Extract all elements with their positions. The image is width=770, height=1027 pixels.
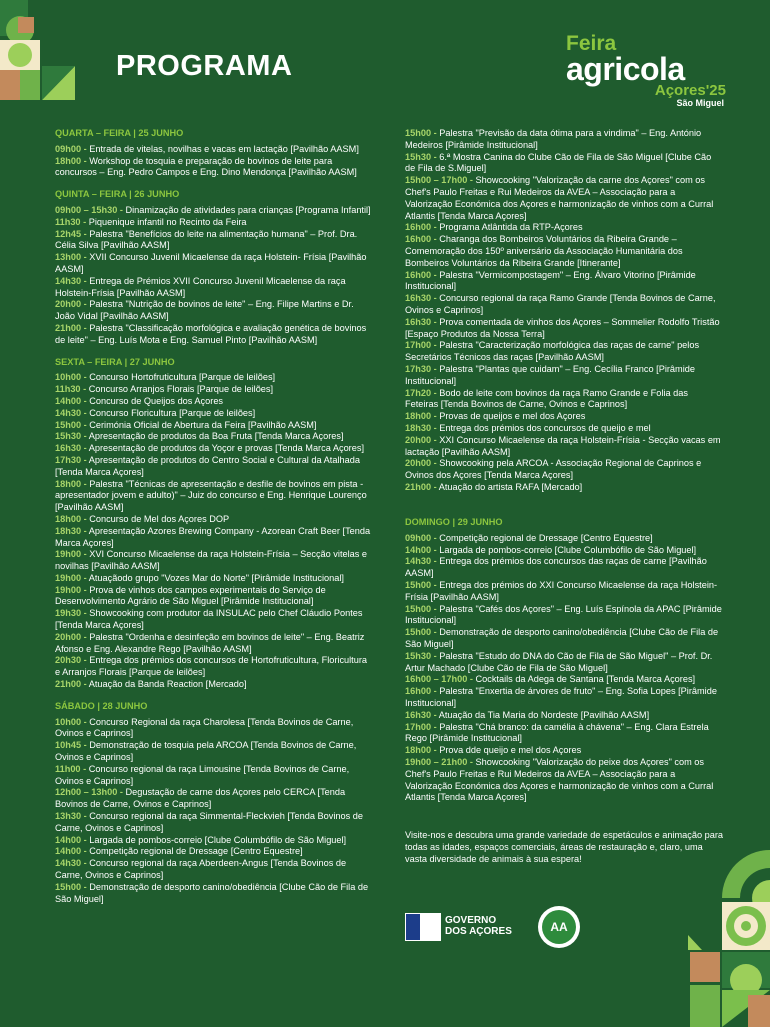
closing-message: Visite-nos e descubra uma grande variedade de espetáculos e animação para todas as idades, espaços comerciais, áreas de restauração e, claro, uma vasta diversidade de animais à sua espera! [405, 830, 724, 864]
schedule-left-column [55, 128, 373, 905]
event-time: 16h30 - [55, 443, 87, 454]
event-item [55, 846, 373, 858]
event-item [55, 205, 373, 217]
day-heading: SEXTA – FEIRA | 27 JUNHO [55, 356, 175, 367]
event-time: 15h00 - [405, 128, 437, 138]
event-item [55, 717, 373, 741]
event-time: 21h00 - [55, 322, 87, 333]
feira-agricola-logo [566, 32, 736, 112]
event-description: Apresentação de produtos da Boa Fruta [Tenda Marca Açores] [86, 431, 344, 442]
event-description: Atuaçãodo grupo "Vozes Mar do Norte" [Pirâmide Institucional] [86, 572, 344, 583]
event-item [405, 152, 723, 176]
event-time: 19h00 – 21h00 - [405, 756, 473, 767]
event-item [55, 740, 373, 764]
event-time: 15h00 – 17h00 - [405, 175, 473, 186]
event-item [55, 420, 373, 432]
event-time: 18h00 - [405, 745, 437, 756]
event-time: 17h00 - [405, 721, 437, 732]
event-description: Showcooking pela ARCOA - Associação Regional de Caprinos e Ovinos dos Açores [Tenda Marca Açores] [405, 458, 702, 481]
event-description: Palestra "Chá branco: da camélia à chávena" – Eng. Clara Estrela Rego [Pirâmide Institucional] [405, 721, 709, 744]
day-heading: QUARTA – FEIRA | 25 JUNHO [55, 128, 184, 138]
event-list [55, 205, 373, 347]
event-description: Palestra "Estudo do DNA do Cão de Fila de São Miguel" – Prof. Dr. Artur Machado [Clube Cão de Fila de São Miguel] [405, 650, 713, 673]
event-description: Entrega de Prémios XVII Concurso Juvenil Micaelense da raça Holstein-Frísia [Pavilhão AASM] [55, 275, 346, 298]
event-time: 18h00 - [55, 478, 87, 489]
event-item [55, 787, 373, 811]
event-description: Palestra "Nutrição de bovinos de leite" – Eng. Filipe Martins e Dr. João Vidal [Pavilhão AASM] [55, 299, 354, 322]
day-sat [55, 701, 373, 906]
gov-line2: DOS AÇORES [445, 926, 512, 937]
day-sat-continued [405, 128, 723, 494]
event-item [55, 858, 373, 882]
event-item [405, 710, 723, 722]
event-time: 14h00 - [55, 846, 87, 857]
event-item [405, 482, 723, 494]
event-description: Showcooking "Valorização da carne dos Açores" com os Chef's Paulo Freitas e Rui Medeiros da AVEA – Associação para a Valorização Económica dos Açores e harmonização de vinhos com a Curral Atlantis [Tenda Marca Açores] [405, 175, 714, 221]
event-item [55, 655, 373, 679]
event-time: 17h20 - [405, 387, 437, 398]
event-description: Concurso Hortofruticultura [Parque de leilões] [86, 372, 276, 383]
event-description: Piquenique infantil no Recinto da Feira [86, 216, 247, 227]
event-time: 16h30 - [405, 316, 437, 327]
event-item [405, 745, 723, 757]
event-item [55, 455, 373, 479]
event-item [55, 526, 373, 550]
event-item [55, 679, 373, 691]
event-item [405, 388, 723, 412]
event-time: 21h00 - [55, 679, 87, 690]
event-time: 20h30 - [55, 655, 87, 666]
event-item [405, 317, 723, 341]
azores-flag-icon [405, 913, 441, 941]
event-item [405, 270, 723, 294]
event-item [55, 608, 373, 632]
event-description: Provas de queijos e mel dos Açores [436, 411, 586, 422]
event-list [405, 533, 723, 804]
event-time: 14h30 - [55, 407, 87, 418]
event-description: Showcooking "Valorização do peixe dos Açores" com os Chef's Paulo Freitas e Rui Medeiros da AVEA – Associação para a Valorização Económica dos Açores e harmonização de vinhos com a Curral Atlantis [Tenda Marca Açores] [405, 756, 714, 803]
event-time: 18h00 - [55, 155, 87, 166]
event-list [55, 717, 373, 906]
event-description: Entrega dos prémios dos concursos de queijo e mel [436, 422, 651, 433]
event-time: 18h30 - [55, 525, 87, 536]
event-item [55, 396, 373, 408]
event-description: Concurso de Queijos dos Açores [86, 395, 224, 406]
event-description: Demonstração de desporto canino/obediência [Clube Cão de Fila de São Miguel] [55, 881, 369, 904]
event-time: 20h00 - [405, 458, 437, 469]
event-time: 16h00 - [405, 222, 437, 233]
event-description: Entrega dos prémios do XXI Concurso Micaelense da raça Holstein-Frísia [Pavilhão AASM] [405, 579, 718, 602]
event-description: Concurso regional da raça Aberdeen-Angus [Tenda Bovinos de Carne, Ovinos e Caprinos] [55, 858, 347, 881]
event-description: Palestra "Plantas que cuidam" – Eng. Cecília Franco [Pirâmide Institucional] [405, 363, 695, 386]
event-time: 15h00 - [405, 627, 437, 638]
page-title: PROGRAMA [116, 50, 293, 82]
event-description: Palestra "Previsão da data ótima para a vindima" – Eng. António Medeiros [Pirâmide Institucional] [405, 128, 702, 150]
event-time: 18h30 - [405, 422, 437, 433]
event-item [55, 372, 373, 384]
event-item [55, 299, 373, 323]
event-item [405, 411, 723, 423]
event-item [55, 549, 373, 573]
event-description: Prova dde queijo e mel dos Açores [436, 745, 582, 756]
event-time: 09h00 - [405, 532, 437, 543]
event-description: Apresentação de produtos do Centro Social e Cultural da Atalhada [Tenda Marca Açores] [55, 454, 360, 477]
event-description: Cerimónia Oficial de Abertura da Feira [Pavilhão AASM] [86, 419, 317, 430]
event-item [405, 533, 723, 545]
event-item [55, 431, 373, 443]
event-time: 16h00 - [405, 234, 437, 245]
event-description: Prova comentada de vinhos dos Açores – Sommelier Rodolfo Tristão [Espaço Produtos da Nossa Terra] [405, 316, 720, 339]
event-time: 14h00 - [405, 544, 437, 555]
event-time: 17h30 - [405, 363, 437, 374]
event-item [405, 293, 723, 317]
event-description: Palestra "Classificação morfológica e avaliação genética de bovinos de leite" – Eng. Luís Mota e Eng. Samuel Pinto [Pavilhão AASM] [55, 322, 367, 345]
schedule-right-column-bottom [405, 517, 723, 804]
event-description: Palestra "Cafés dos Açores" – Eng. Luís Espínola da APAC [Pirâmide Institucional] [405, 603, 722, 626]
event-time: 17h30 - [55, 454, 87, 465]
event-item [55, 764, 373, 788]
event-item [55, 585, 373, 609]
event-item [55, 323, 373, 347]
decorative-shapes-bottom-right [660, 840, 770, 1027]
event-description: Palestra "Vermicompostagem" – Eng. Álvaro Vitorino [Pirâmide Institucional] [405, 269, 696, 292]
event-time: 17h00 - [405, 340, 437, 351]
event-description: Cocktails da Adega de Santana [Tenda Marca Açores] [472, 674, 696, 685]
event-item [405, 175, 723, 222]
event-time: 09h00 - [55, 143, 87, 154]
event-item [405, 686, 723, 710]
event-time: 10h00 - [55, 716, 87, 727]
event-description: Palestra "Ordenha e desinfeção em bovinos de leite" – Eng. Beatriz Afonso e Eng. Alexandre Rego [Pavilhão AASM] [55, 631, 365, 654]
event-time: 19h00 - [55, 572, 87, 583]
event-time: 14h00 - [55, 834, 87, 845]
event-item [55, 811, 373, 835]
event-item [405, 651, 723, 675]
event-description: Workshop de tosquia e preparação de bovinos de leite para concursos – Eng. Pedro Campos e Eng. Dino Mendonça [Pavilhão AASM] [55, 155, 357, 178]
event-description: Showcooking com produtor da INSULAC pelo Chef Cláudio Pontes [Tenda Marca Açores] [55, 608, 363, 631]
event-item [405, 580, 723, 604]
event-description: Entrega dos prémios dos concursos de Hortofruticultura, Floricultura e Arranjos Florais [Parque de leilões] [55, 655, 368, 678]
logo-location: São Miguel [676, 98, 724, 108]
event-description: Concurso Floricultura [Parque de leilões] [86, 407, 256, 418]
event-item [405, 627, 723, 651]
event-item [405, 234, 723, 269]
event-item [405, 556, 723, 580]
event-description: Competição regional de Dressage [Centro Equestre] [86, 846, 303, 857]
day-sun [405, 517, 723, 804]
event-time: 14h00 - [55, 395, 87, 406]
event-list [55, 372, 373, 691]
event-item [405, 222, 723, 234]
event-item [405, 435, 723, 459]
event-description: Concurso regional da raça Ramo Grande [Tenda Bovinos de Carne, Ovinos e Caprinos] [405, 293, 716, 315]
event-description: Competição regional de Dressage [Centro Equestre] [436, 532, 653, 543]
event-time: 19h00 - [55, 584, 87, 595]
event-time: 19h30 - [55, 608, 87, 619]
event-time: 20h00 - [55, 631, 87, 642]
event-description: Demonstração de desporto canino/obediência [Clube Cão de Fila de São Miguel] [405, 627, 719, 649]
gov-line1: GOVERNO [445, 915, 497, 926]
event-description: Atuação da Banda Reaction [Mercado] [86, 679, 247, 690]
event-item [55, 882, 373, 906]
event-description: Programa Atlântida da RTP-Açores [436, 222, 583, 233]
event-item [405, 364, 723, 388]
event-item [55, 229, 373, 253]
event-description: Apresentação Azores Brewing Company - Azorean Craft Beer [Tenda Marca Açores] [55, 525, 371, 548]
event-description: XVII Concurso Juvenil Micaelense da raça Holstein- Frísia [Pavilhão AASM] [55, 252, 367, 274]
association-badge-logo [538, 906, 580, 948]
event-time: 16h00 - [405, 269, 437, 280]
event-item [55, 835, 373, 847]
event-time: 19h00 - [55, 549, 87, 560]
event-description: Entrega dos prémios dos concursos das raças de carne [Pavilhão AASM] [405, 556, 707, 579]
event-item [405, 674, 723, 686]
event-time: 16h00 - [405, 686, 437, 697]
event-description: Largada de pombos-correio [Clube Columbófilo de São Miguel] [86, 834, 347, 845]
badge-text: AA [542, 910, 576, 944]
event-time: 13h30 - [55, 811, 87, 822]
event-description: Prova de vinhos dos campos experimentais do Serviço de Desenvolvimento Agrário de São Miguel [Pirâmide Institucional] [55, 584, 326, 607]
event-description: Largada de pombos-correio [Clube Columbófilo de São Miguel] [436, 544, 697, 555]
event-item [55, 144, 373, 156]
day-wed [55, 128, 373, 179]
event-item [405, 458, 723, 482]
event-description: Dinamização de atividades para crianças [Programa Infantil] [122, 204, 371, 215]
logo-agricola: agricola [566, 51, 685, 87]
event-description: Palestra "Enxertia de árvores de fruto" – Eng. Sofia Lopes [Pirâmide Institucional] [405, 686, 717, 708]
event-time: 11h00 - [55, 763, 87, 774]
event-item [405, 128, 723, 152]
event-time: 15h00 - [405, 603, 437, 614]
event-time: 15h30 - [405, 151, 437, 162]
event-time: 14h30 - [405, 556, 437, 567]
event-description: Concurso de Mel dos Açores DOP [86, 513, 230, 524]
event-time: 18h00 - [55, 513, 87, 524]
event-time: 11h30 - [55, 384, 87, 395]
event-description: Demonstração de tosquia pela ARCOA [Tenda Bovinos de Carne, Ovinos e Caprinos] [55, 740, 357, 763]
event-time: 10h00 - [55, 372, 87, 383]
event-list [405, 128, 723, 494]
event-description: Entrada de vitelas, novilhas e vacas em lactação [Pavilhão AASM] [86, 143, 359, 154]
event-time: 12h00 – 13h00 - [55, 787, 123, 798]
governo-acores-logo [405, 913, 515, 941]
event-time: 16h30 - [405, 293, 437, 304]
event-description: XVI Concurso Micaelense da raça Holstein-Frísia – Secção vitelas e novilhas [Pavilhão AASM] [55, 549, 368, 572]
decorative-shapes-top-left [0, 0, 80, 100]
event-time: 09h00 – 15h30 - [55, 204, 123, 215]
event-item [55, 573, 373, 585]
day-thu [55, 189, 373, 346]
event-description: Charanga dos Bombeiros Voluntários da Ribeira Grande – Comemoração dos 150º aniversário da Associação Humanitária dos Bombeiros Voluntários da Ribeira Grande [Itinerante] [405, 234, 683, 268]
event-time: 20h00 - [405, 434, 437, 445]
event-time: 15h00 - [55, 419, 87, 430]
day-heading: SÁBADO | 28 JUNHO [55, 700, 148, 711]
event-time: 14h30 - [55, 275, 87, 286]
day-heading: DOMINGO | 29 JUNHO [405, 517, 503, 527]
event-list [55, 144, 373, 179]
event-time: 10h45 - [55, 740, 87, 751]
event-time: 16h00 – 17h00 - [405, 674, 473, 685]
event-item [55, 443, 373, 455]
event-item [55, 276, 373, 300]
event-item [405, 340, 723, 364]
event-description: Concurso regional da raça Simmental-Fleckvieh [Tenda Bovinos de Carne, Ovinos e Caprinos] [55, 811, 363, 833]
schedule-right-column-top [405, 128, 723, 494]
event-time: 15h00 - [55, 881, 87, 892]
event-description: Atuação do artista RAFA [Mercado] [436, 481, 583, 492]
event-item [55, 384, 373, 396]
event-item [55, 156, 373, 180]
event-time: 11h30 - [55, 216, 87, 227]
event-description: Atuação da Tia Maria do Nordeste [Pavilhão AASM] [436, 709, 650, 720]
event-time: 16h30 - [405, 709, 437, 720]
event-description: Palestra "Caracterização morfológica das raças de carne" pelos Secretários Técnicos das raças [Pavilhão AASM] [405, 340, 700, 363]
event-description: Degustação de carne dos Açores pelo CERCA [Tenda Bovinos de Carne, Ovinos e Caprinos] [55, 787, 346, 810]
day-fri [55, 357, 373, 691]
event-description: Concurso Regional da raça Charolesa [Tenda Bovinos de Carne, Ovinos e Caprinos] [55, 716, 354, 739]
event-item [55, 514, 373, 526]
logo-acores: Açores'25 [654, 82, 726, 99]
event-item [405, 722, 723, 746]
event-time: 15h00 - [405, 579, 437, 590]
event-time: 18h00 - [405, 411, 437, 422]
event-description: Apresentação de produtos da Yoçor e provas [Tenda Marca Açores] [86, 443, 365, 454]
event-time: 15h30 - [405, 650, 437, 661]
event-item [405, 423, 723, 435]
logo-feira: Feira [566, 32, 617, 55]
event-description: 6.ª Mostra Canina do Clube Cão de Fila de São Miguel [Clube Cão de Fila de S.Miguel] [405, 151, 712, 174]
event-item [405, 545, 723, 557]
event-time: 12h45 - [55, 228, 87, 239]
event-time: 15h30 - [55, 431, 87, 442]
event-item [55, 217, 373, 229]
event-item [55, 479, 373, 514]
event-time: 20h00 - [55, 299, 87, 310]
event-item [55, 252, 373, 276]
event-description: Palestra "Benefícios do leite na alimentação humana" – Prof. Dra. Célia Silva [Pavilhão AASM] [55, 228, 358, 251]
event-time: 14h30 - [55, 858, 87, 869]
event-description: Concurso Arranjos Florais [Parque de leilões] [86, 384, 274, 395]
event-description: Concurso regional da raça Limousine [Tenda Bovinos de Carne, Ovinos e Caprinos] [55, 763, 350, 786]
event-item [55, 408, 373, 420]
event-description: XXI Concurso Micaelense da raça Holstein-Frísia - Secção vacas em lactação [Pavilhão AASM] [405, 434, 721, 457]
event-time: 21h00 - [405, 481, 437, 492]
day-heading: QUINTA – FEIRA | 26 JUNHO [55, 189, 180, 200]
event-item [405, 757, 723, 804]
event-description: Bodo de leite com bovinos da raça Ramo Grande e Folia das Feteiras [Tenda Bovinos de Carne, Ovinos e Caprinos] [405, 387, 688, 410]
event-item [405, 604, 723, 628]
event-time: 13h00 - [55, 252, 87, 263]
event-description: Palestra "Técnicas de apresentação e desfile de bovinos em pista - apresentador jovem e adulto)" – Juiz do concurso e Eng. Henrique Lourenço [Pavilhão AASM] [55, 478, 367, 513]
event-item [55, 632, 373, 656]
